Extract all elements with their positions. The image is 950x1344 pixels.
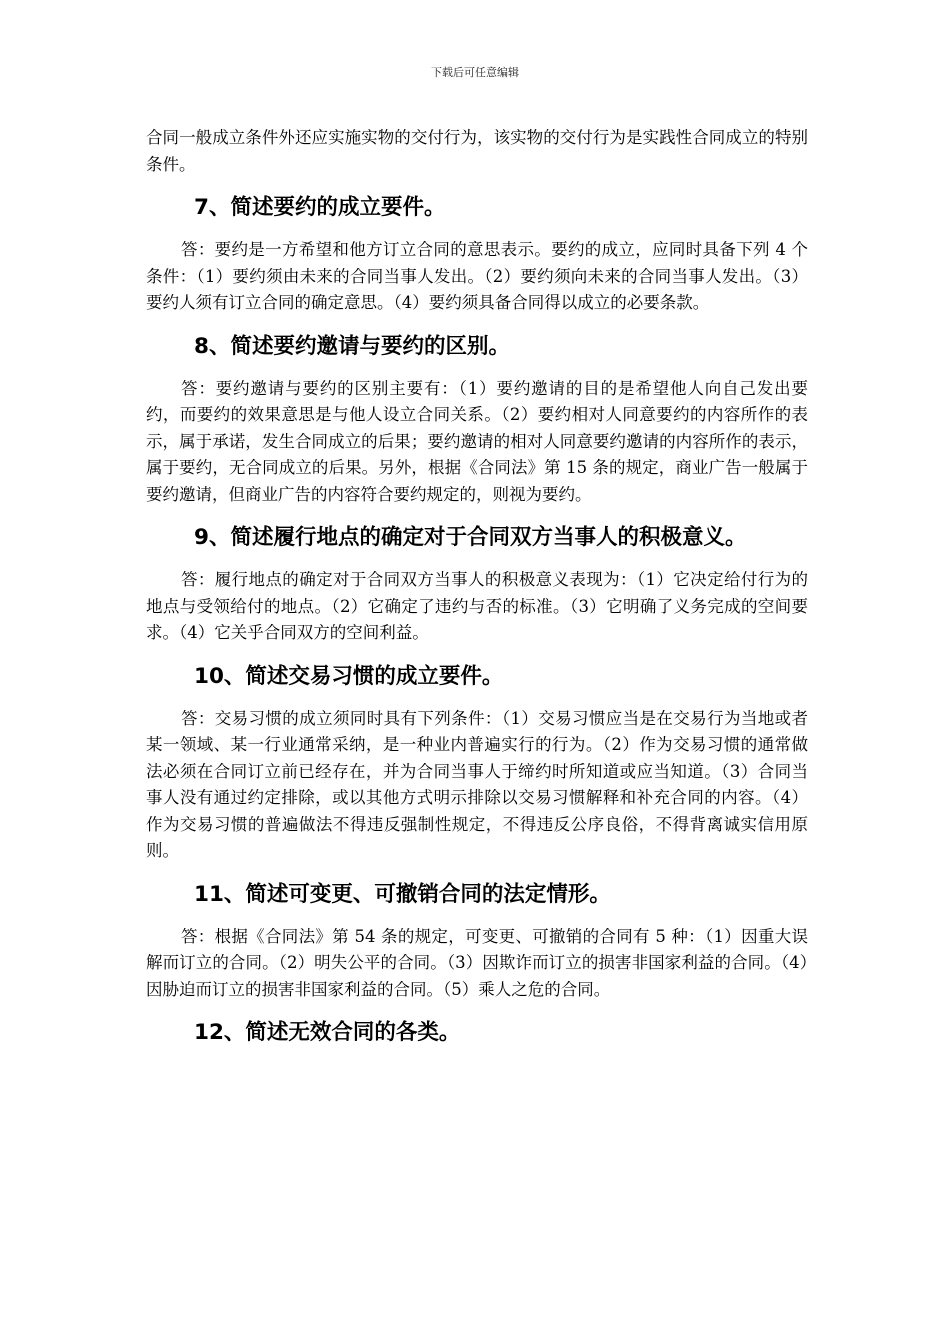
heading-question-9: 9、简述履行地点的确定对于合同双方当事人的积极意义。 (194, 525, 747, 550)
answer-question-7: 答：要约是一方希望和他方订立合同的意思表示。要约的成立，应同时具备下列 4 个条件：（1）要约须由未来的合同当事人发出。（2）要约须向未来的合同当事人发出。（3）要约人须有订立合同的确定意思。（4）要约须具备合同得以成立的必要条款。 (146, 240, 808, 312)
paragraph-continuation: 合同一般成立条件外还应实施实物的交付行为，该实物的交付行为是实践性合同成立的特别条件。 (146, 128, 808, 174)
heading-question-11: 11、简述可变更、可撤销合同的法定情形。 (194, 881, 611, 907)
heading-question-8: 8、简述要约邀请与要约的区别。 (194, 333, 510, 359)
document-body (146, 125, 808, 1048)
answer-question-10: 答：交易习惯的成立须同时具有下列条件：（1）交易习惯应当是在交易行为当地或者某一领域、某一行业通常采纳，是一种业内普遍实行的行为。（2）作为交易习惯的通常做法必须在合同订立前已经存在，并为合同当事人于缔约时所知道或应当知道。（3）合同当事人没有通过约定排除，或以其他方式明示排除以交易习惯解释和补充合同的内容。（4）作为交易习惯的普遍做法不得违反强制性规定，不得违反公序良俗，不得背离诚实信用原则。 (146, 708, 808, 860)
answer-question-8: 答：要约邀请与要约的区别主要有：（1）要约邀请的目的是希望他人向自己发出要约，而要约的效果意思是与他人设立合同关系。（2）要约相对人同意要约的内容所作的表示，属于承诺，发生合同成立的后果；要约邀请的相对人同意要约邀请的内容所作的表示，属于要约，无合同成立的后果。另外，根据《合同法》第 15 条的规定，商业广告一般属于要约邀请，但商业广告的内容符合要约规定的，则视为要约。 (146, 378, 808, 504)
heading-question-7: 7、简述要约的成立要件。 (194, 195, 446, 220)
heading-question-12: 12、简述无效合同的各类。 (194, 1020, 461, 1045)
answer-question-9: 答：履行地点的确定对于合同双方当事人的积极意义表现为：（1）它决定给付行为的地点与受领给付的地点。（2）它确定了违约与否的标准。（3）它明确了义务完成的空间要求。（4）它关乎合同双方的空间利益。 (146, 570, 808, 642)
page-header: 下载后可任意编辑 (431, 66, 519, 79)
answer-question-11: 答：根据《合同法》第 54 条的规定，可变更、可撤销的合同有 5 种：（1）因重大误解而订立的合同。（2）明失公平的合同。（3）因欺诈而订立的损害非国家利益的合同。（4）因胁迫而订立的损害非国家利益的合同。（5）乘人之危的合同。 (146, 926, 808, 999)
heading-question-10: 10、简述交易习惯的成立要件。 (194, 663, 504, 689)
